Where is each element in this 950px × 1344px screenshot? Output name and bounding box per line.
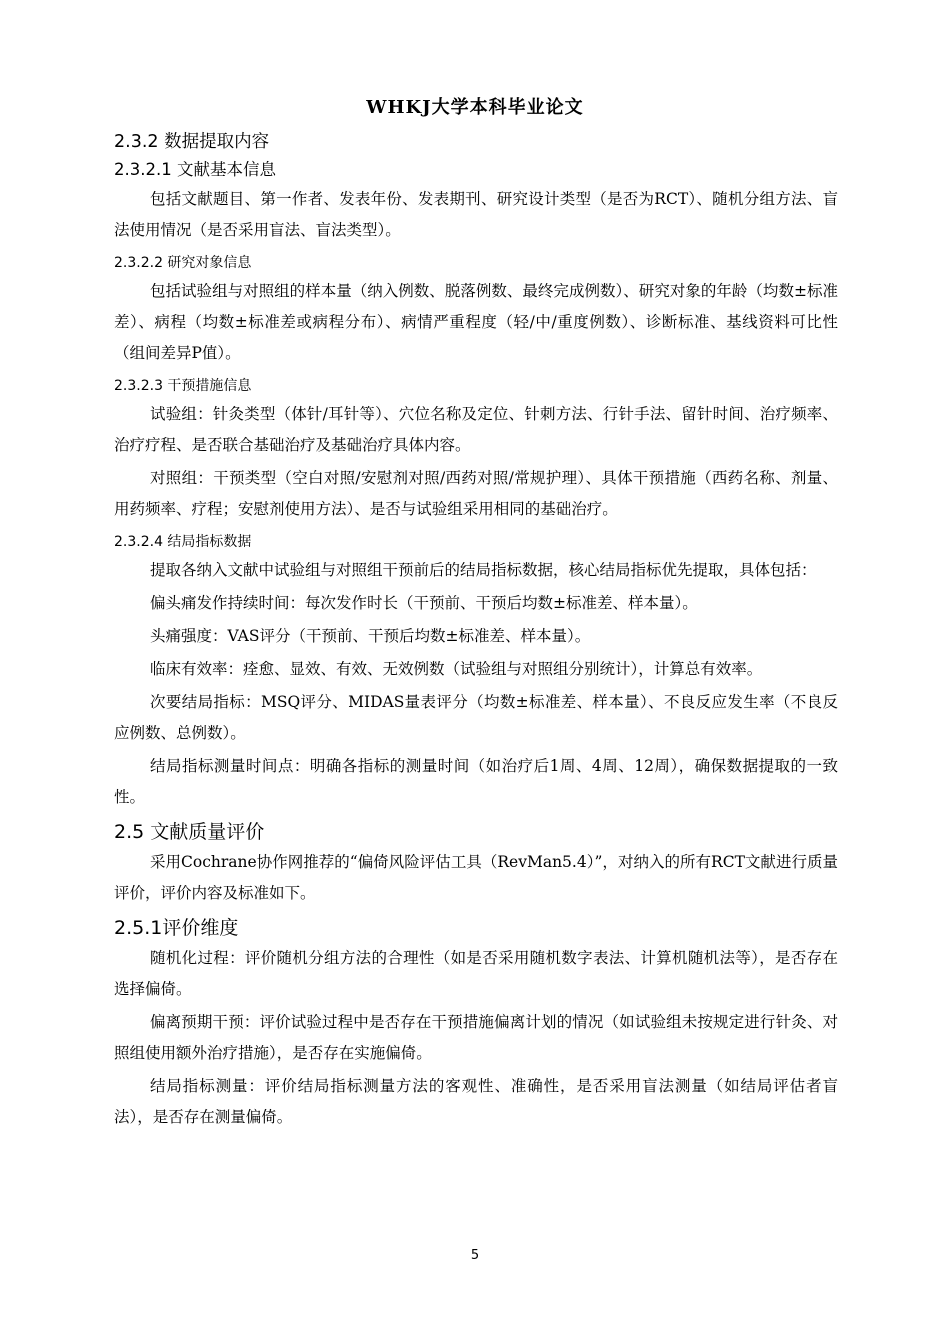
- heading-2-3-2-2: 2.3.2.2 研究对象信息: [114, 255, 252, 271]
- paragraph-duration: 偏头痛发作持续时间：每次发作时长（干预前、干预后均数±标准差、样本量）。: [150, 594, 698, 612]
- paragraph-basic-info: 包括文献题目、第一作者、发表年份、发表期刊、研究设计类型（是否为RCT）、随机分组方法、盲法使用情况（是否采用盲法、盲法类型）。: [114, 190, 838, 239]
- heading-2-5: 2.5 文献质量评价: [114, 821, 265, 843]
- paragraph-efficacy: 临床有效率：痊愈、显效、有效、无效例数（试验组与对照组分别统计），计算总有效率。: [150, 660, 763, 678]
- heading-2-3-2-1: 2.3.2.1 文献基本信息: [114, 160, 276, 179]
- paragraph-control-group: 对照组：干预类型（空白对照/安慰剂对照/西药对照/常规护理）、具体干预措施（西药名称、剂量、用药频率、疗程；安慰剂使用方法）、是否与试验组采用相同的基础治疗。: [114, 469, 838, 518]
- paragraph-secondary-outcomes: 次要结局指标：MSQ评分、MIDAS量表评分（均数±标准差、样本量）、不良反应发生率（不良反应例数、总例数）。: [114, 693, 838, 742]
- page-content: [114, 128, 838, 1133]
- paragraph-intensity: 头痛强度：VAS评分（干预前、干预后均数±标准差、样本量）。: [150, 627, 591, 645]
- paragraph-randomization: 随机化过程：评价随机分组方法的合理性（如是否采用随机数字表法、计算机随机法等），是否存在选择偏倚。: [114, 949, 838, 998]
- heading-2-3-2-4: 2.3.2.4 结局指标数据: [114, 534, 252, 550]
- paragraph-timepoints: 结局指标测量时间点：明确各指标的测量时间（如治疗后1周、4周、12周），确保数据提取的一致性。: [114, 757, 838, 806]
- paragraph-quality-intro: 采用Cochrane协作网推荐的“偏倚风险评估工具（RevMan5.4）”，对纳入的所有RCT文献进行质量评价，评价内容及标准如下。: [114, 853, 838, 902]
- page-number: 5: [470, 1248, 480, 1263]
- paragraph-subject-info: 包括试验组与对照组的样本量（纳入例数、脱落例数、最终完成例数）、研究对象的年龄（均数±标准差）、病程（均数±标准差或病程分布）、病情严重程度（轻/中/重度例数）、诊断标准、基线资料可比性（组间差异P值）。: [114, 282, 838, 362]
- heading-2-3-2-3: 2.3.2.3 干预措施信息: [114, 378, 252, 394]
- paragraph-outcome-intro: 提取各纳入文献中试验组与对照组干预前后的结局指标数据，核心结局指标优先提取，具体包括：: [150, 561, 817, 579]
- heading-2-5-1: 2.5.1评价维度: [114, 917, 239, 939]
- paragraph-trial-group: 试验组：针灸类型（体针/耳针等）、穴位名称及定位、针刺方法、行针手法、留针时间、治疗频率、治疗疗程、是否联合基础治疗及基础治疗具体内容。: [114, 405, 838, 454]
- paragraph-deviation: 偏离预期干预：评价试验过程中是否存在干预措施偏离计划的情况（如试验组未按规定进行针灸、对照组使用额外治疗措施），是否存在实施偏倚。: [114, 1013, 838, 1062]
- paragraph-measurement: 结局指标测量：评价结局指标测量方法的客观性、准确性，是否采用盲法测量（如结局评估者盲法），是否存在测量偏倚。: [114, 1077, 838, 1126]
- heading-2-3-2: 2.3.2 数据提取内容: [114, 132, 270, 152]
- running-header: WHKJ大学本科毕业论文: [366, 97, 584, 118]
